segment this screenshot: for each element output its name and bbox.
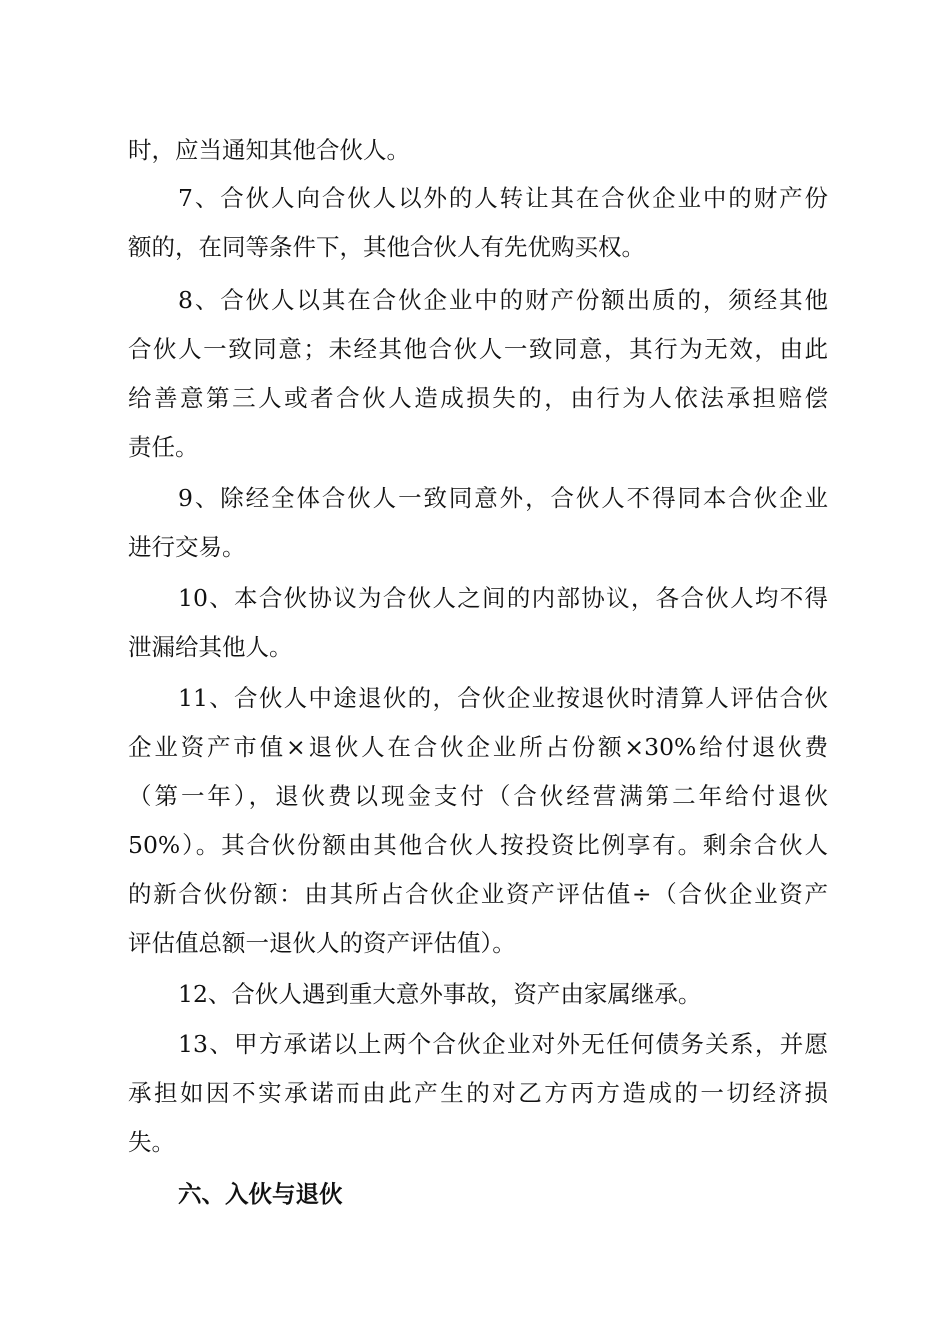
text-line: 评估值总额一退伙人的资产评估值）。 [128,929,516,957]
text-line: 责任。 [128,433,199,461]
text-line: 8、合伙人以其在合伙企业中的财产份额出质的，须经其他 [178,286,828,314]
text-line: 泄漏给其他人。 [128,633,293,661]
text-line: 50%）。其合伙份额由其他合伙人按投资比例享有。剩余合伙人 [128,831,828,859]
text-line: 给善意第三人或者合伙人造成损失的，由行为人依法承担赔偿 [128,384,828,412]
text-line: 的新合伙份额：由其所占合伙企业资产评估值÷（合伙企业资产 [128,880,828,908]
text-line: 失。 [128,1128,175,1156]
text-line: （第一年），退伙费以现金支付（合伙经营满第二年给付退伙 [128,782,828,810]
text-line: 12、合伙人遇到重大意外事故，资产由家属继承。 [178,980,702,1008]
text-line: 合伙人一致同意；未经其他合伙人一致同意，其行为无效，由此 [128,335,828,363]
text-line: 企业资产市值×退伙人在合伙企业所占份额×30%给付退伙费 [128,733,828,761]
text-line: 承担如因不实承诺而由此产生的对乙方丙方造成的一切经济损 [128,1079,828,1107]
text-line: 13、甲方承诺以上两个合伙企业对外无任何债务关系，并愿 [178,1030,828,1058]
section-heading: 六、入伙与退伙 [178,1180,343,1208]
text-line: 7、合伙人向合伙人以外的人转让其在合伙企业中的财产份 [178,184,828,212]
text-line: 时，应当通知其他合伙人。 [128,136,410,164]
text-line: 额的，在同等条件下，其他合伙人有先优购买权。 [128,233,645,261]
text-line: 10、本合伙协议为合伙人之间的内部协议，各合伙人均不得 [178,584,828,612]
text-line: 进行交易。 [128,533,246,561]
text-line: 11、合伙人中途退伙的，合伙企业按退伙时清算人评估合伙 [178,684,828,712]
text-line: 9、除经全体合伙人一致同意外，合伙人不得同本合伙企业 [178,484,828,512]
